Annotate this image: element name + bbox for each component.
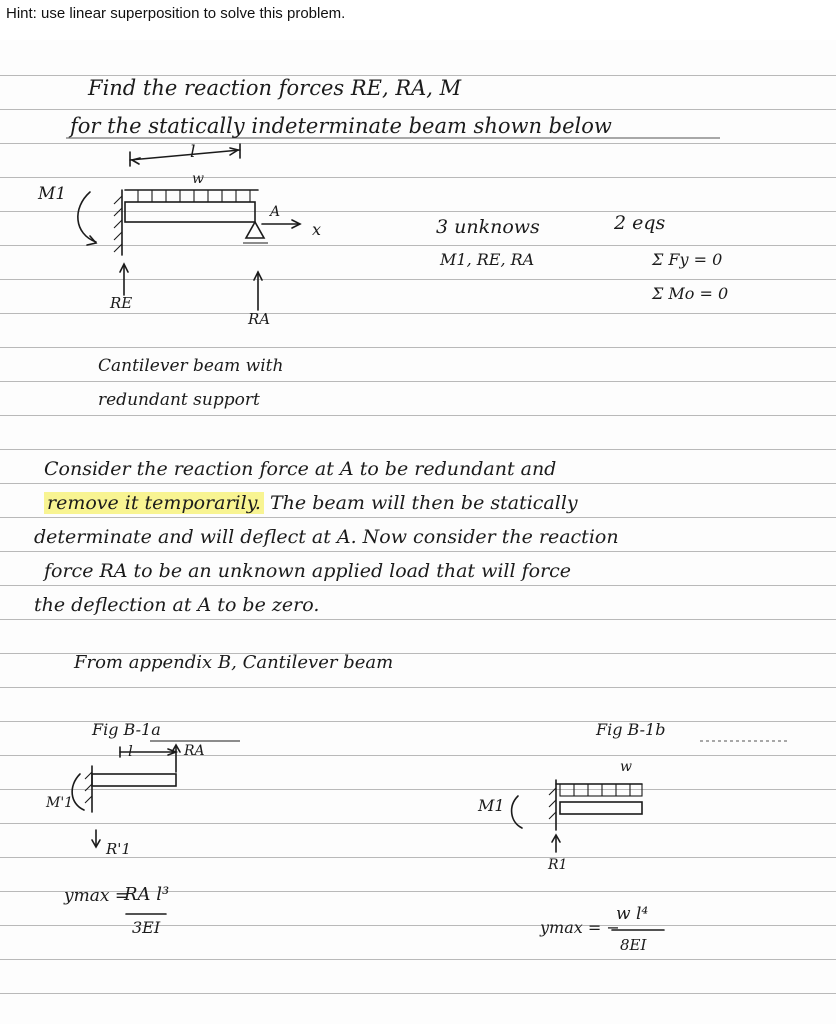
appendix-line: From appendix B, Cantilever beam xyxy=(74,652,394,673)
fig-b1a-beam xyxy=(92,774,176,786)
paragraph-line-3: determinate and will deflect at A. Now consider the reaction xyxy=(34,526,619,548)
caption-line-2: redundant support xyxy=(98,390,260,410)
fig-b1a-title: Fig B-1a xyxy=(92,720,161,739)
reaction-ra-label: RA xyxy=(248,310,271,328)
unknowns-list: M1, RE, RA xyxy=(440,250,535,269)
fig-b1b-formula-denominator: 8EI xyxy=(620,936,647,954)
paragraph-line-1: Consider the reaction force at A to be redundant and xyxy=(44,458,557,480)
sketch-drawings xyxy=(0,40,836,1024)
fig-b1b-reaction-label: R1 xyxy=(548,857,568,873)
length-dimension-line xyxy=(130,150,240,160)
fig-b1b-title: Fig B-1b xyxy=(596,720,666,739)
fig-b1b-formula-numerator: w l⁴ xyxy=(616,904,649,924)
moment-label: M1 xyxy=(38,184,67,204)
fig-b1b-formula-lhs: ymax = − xyxy=(540,918,620,937)
fig-b1a-formula-denominator: 3EI xyxy=(132,918,161,937)
roller-support xyxy=(246,222,264,238)
fig-b1a-diagram xyxy=(72,741,240,914)
hint-text: Hint: use linear superposition to solve this problem. xyxy=(6,5,346,22)
main-beam-diagram xyxy=(78,144,300,310)
fig-b1a-formula-lhs: ymax = xyxy=(64,886,130,906)
fig-b1a-formula-numerator: RA l³ xyxy=(124,884,170,905)
fig-b1b-moment-arc xyxy=(512,796,522,828)
beam-rect xyxy=(125,202,255,222)
moment-arc xyxy=(78,192,96,242)
fig-b1a-moment-arc xyxy=(72,774,84,810)
x-axis-label: x xyxy=(312,220,322,239)
unknowns-title: 3 unknows xyxy=(436,216,540,238)
fig-b1a-length-label: l xyxy=(128,742,133,760)
load-label: w xyxy=(192,171,204,187)
caption-line-1: Cantilever beam with xyxy=(98,356,284,376)
problem-line-2: for the statically indeterminate beam shown below xyxy=(70,114,612,138)
fig-b1b-moment-label: M1 xyxy=(478,796,505,815)
problem-line-1: Find the reaction forces RE, RA, M xyxy=(88,76,462,100)
paragraph-line-4: force RA to be an unknown applied load that will force xyxy=(44,560,572,582)
fig-b1b-load-label: w xyxy=(620,759,632,775)
paragraph-line-2-rest: The beam will then be statically xyxy=(270,492,578,514)
highlighted-text: remove it temporarily. xyxy=(44,492,264,514)
length-label: l xyxy=(190,142,196,162)
fig-b1b-diagram xyxy=(512,741,790,930)
equations-title: 2 eqs xyxy=(614,212,666,234)
fig-b1a-reaction-label: R'1 xyxy=(106,840,131,858)
fig-b1a-load-label: RA xyxy=(184,743,205,759)
support-a-label: A xyxy=(270,204,281,220)
notebook-page xyxy=(0,40,836,1024)
fig-b1b-beam xyxy=(560,802,642,814)
fig-b1a-moment-label: M'1 xyxy=(46,795,74,811)
equation-sum-mo: Σ Mo = 0 xyxy=(652,284,729,303)
paragraph-line-5: the deflection at A to be zero. xyxy=(34,594,320,616)
equation-sum-fy: Σ Fy = 0 xyxy=(652,250,723,269)
reaction-re-label: RE xyxy=(110,294,133,312)
